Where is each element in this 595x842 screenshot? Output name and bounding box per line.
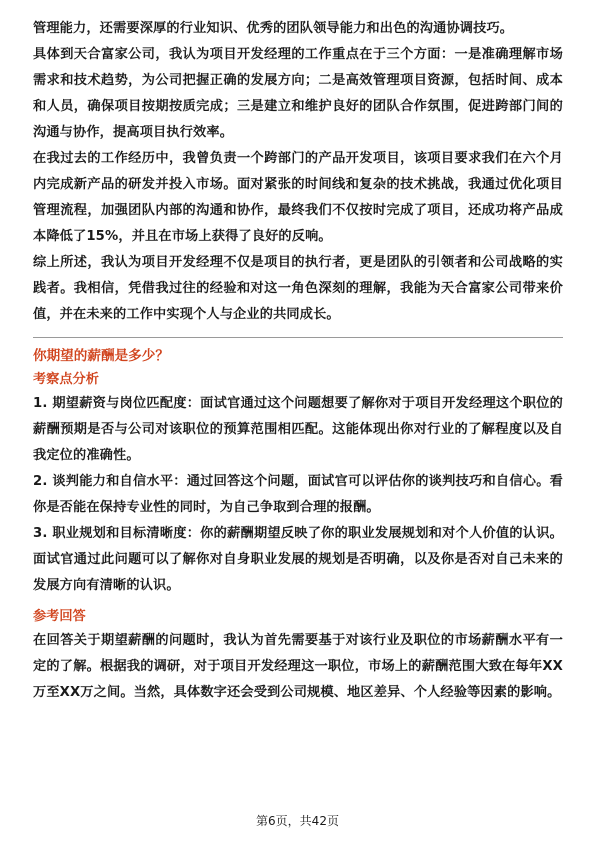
intro-paragraph-1: 管理能力，还需要深厚的行业知识、优秀的团队领导能力和出色的沟通协调技巧。 [33,21,514,36]
intro-paragraph-2: 具体到天合富家公司，我认为项目开发经理的工作重点在于三个方面：一是准确理解市场需求和技术趋势，为公司把握正确的发展方向；二是高效管理项目资源，包括时间、成本和人员，确保项目按期按质完成；三是建立和维护良好的团队合作氛围，促进跨部门间的沟通与协作，提高项目执行效率。 [33,47,563,140]
answer-heading: 参考回答 [33,609,86,624]
section-divider [33,337,563,338]
analysis-point-1: 1. 期望薪资与岗位匹配度：面试官通过这个问题想要了解你对于项目开发经理这个职位的薪酬预期是否与公司对该职位的预算范围相匹配。这能体现出你对行业的了解程度以及自我定位的准确性。 [33,396,563,463]
answer-paragraph: 在回答关于期望薪酬的问题时，我认为首先需要基于对该行业及职位的市场薪酬水平有一定的了解。根据我的调研，对于项目开发经理这一职位，市场上的薪酬范围大致在每年XX万至XX万之间。当然，具体数字还会受到公司规模、地区差异、个人经验等因素的影响。 [33,633,563,700]
document-page [33,16,563,706]
analysis-point-2: 2. 谈判能力和自信水平：通过回答这个问题，面试官可以评估你的谈判技巧和自信心。看你是否能在保持专业性的同时，为自己争取到合理的报酬。 [33,474,563,515]
page-number: 第6页，共42页 [256,814,339,828]
analysis-point-3: 3. 职业规划和目标清晰度：你的薪酬期望反映了你的职业发展规划和对个人价值的认识。面试官通过此问题可以了解你对自身职业发展的规划是否明确，以及你是否对自己未来的发展方向有清晰的认识。 [33,526,563,593]
analysis-heading: 考察点分析 [33,372,99,387]
question-title: 你期望的薪酬是多少？ [33,348,169,364]
intro-paragraph-4: 综上所述，我认为项目开发经理不仅是项目的执行者，更是团队的引领者和公司战略的实践者。我相信，凭借我过往的经验和对这一角色深刻的理解，我能为天合富家公司带来价值，并在未来的工作中实现个人与企业的共同成长。 [33,255,563,322]
intro-paragraph-3: 在我过去的工作经历中，我曾负责一个跨部门的产品开发项目，该项目要求我们在六个月内完成新产品的研发并投入市场。面对紧张的时间线和复杂的技术挑战，我通过优化项目管理流程，加强团队内部的沟通和协作，最终我们不仅按时完成了项目，还成功将产品成本降低了15%，并且在市场上获得了良好的反响。 [33,151,563,244]
